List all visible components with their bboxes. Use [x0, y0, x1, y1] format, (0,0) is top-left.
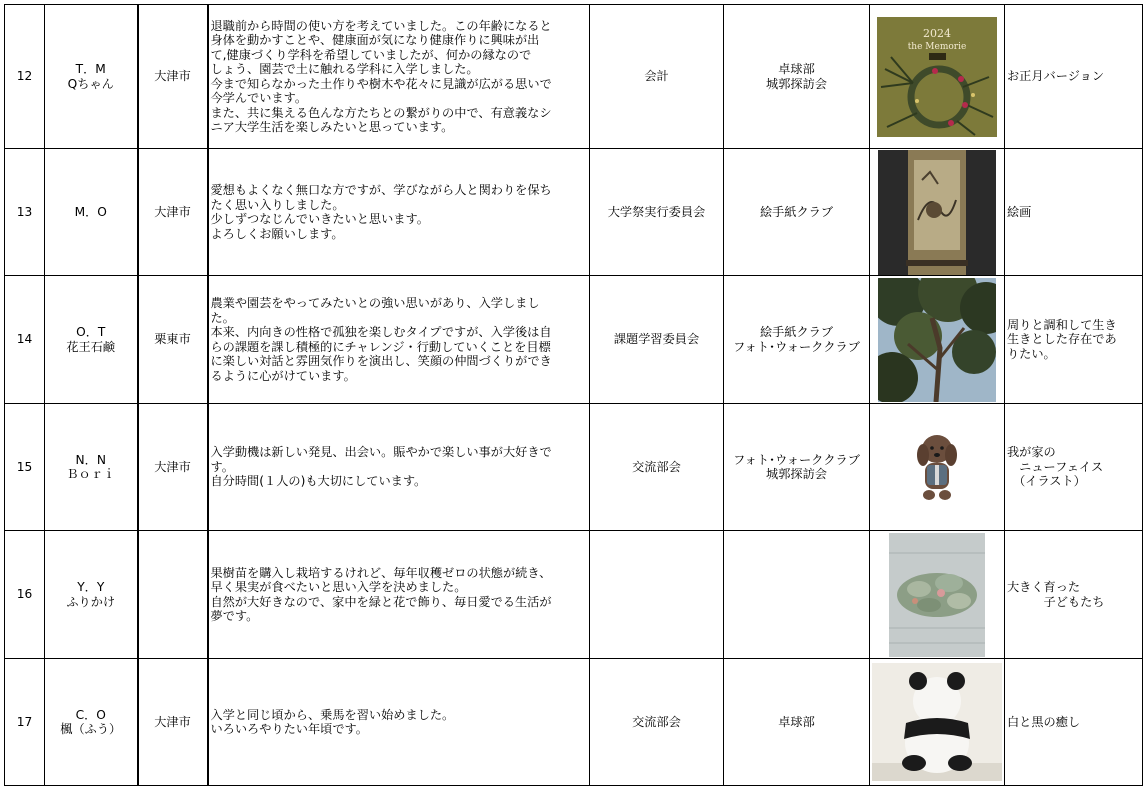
member-nickname: 楓（ふう） [60, 722, 122, 736]
member-name-cell [45, 5, 138, 149]
image-caption: 我が家の ニューフェイス （イラスト） [1005, 404, 1143, 531]
member-city: 大津市 [138, 404, 208, 531]
member-city: 栗東市 [138, 276, 208, 404]
member-image-cell [870, 276, 1005, 404]
member-intro-text: 退職前から時間の使い方を考えていました。この年齢になると 身体を動かすことや、健康面が気になり健康作りに興味が出 て,健康づくり学科を希望していましたが、何かの縁なので しょう、園芸で土に触れる学科に入学しました。 今まで知らなかった土作りや樹木や花々に見識が広がる思いで 今学んでいます。 また、共に集える色んな方たちとの繋がりの中で、有意義なシ ニア大学生活を楽しみたいと思っています。 [208, 5, 590, 149]
member-initials: C．O [75, 707, 106, 722]
member-intro-table [4, 4, 1143, 786]
member-club: フォト･ウォーククラブ 城郭探訪会 [724, 404, 870, 531]
member-intro-text: 入学動機は新しい発見、出会い。賑やかで楽しい事が大好きで す。 自分時間(１人の)も大切にしています。 [208, 404, 590, 531]
succulents-photo [889, 533, 985, 657]
member-name-cell [45, 276, 138, 404]
member-committee [590, 531, 724, 659]
card-title-text: the Memorie [907, 41, 967, 52]
wreath-card-image [877, 17, 997, 137]
table-row [5, 5, 1143, 149]
member-committee: 交流部会 [590, 404, 724, 531]
member-name-cell [45, 149, 138, 276]
member-initials: Y．Y [77, 580, 105, 594]
member-initials: M．O [74, 204, 107, 219]
member-city: 大津市 [138, 5, 208, 149]
tree-canopy-photo [878, 278, 996, 402]
member-nickname: 花王石鹸 [66, 339, 116, 354]
table-row [5, 531, 1143, 659]
row-number: 12 [5, 5, 45, 149]
member-image-cell [870, 5, 1005, 149]
member-image-cell [870, 659, 1005, 786]
row-number: 13 [5, 149, 45, 276]
dog-illustration-image [907, 427, 967, 507]
member-image-cell [870, 149, 1005, 276]
member-committee: 会計 [590, 5, 724, 149]
panda-plush-photo [872, 663, 1002, 781]
member-nickname: Ｂｏｒｉ [66, 467, 116, 481]
member-initials: O．T [76, 325, 106, 339]
member-nickname: Qちゃん [67, 76, 114, 91]
member-name-cell [45, 659, 138, 786]
member-club: 卓球部 [724, 659, 870, 786]
member-club: 絵手紙クラブ フォト･ウォーククラブ [724, 276, 870, 404]
member-image-cell [870, 531, 1005, 659]
scroll-painting-image [878, 150, 996, 275]
table-row [5, 659, 1143, 786]
member-intro-text: 愛想もよくなく無口な方ですが、学びながら人と関わりを保ち たく思い入りしました。 少しずつなじんでいきたいと思います。 よろしくお願いします。 [208, 149, 590, 276]
member-nickname: ふりかけ [66, 594, 116, 609]
table-row [5, 404, 1143, 531]
member-name-cell [45, 531, 138, 659]
member-city: 大津市 [138, 149, 208, 276]
member-committee: 大学祭実行委員会 [590, 149, 724, 276]
member-intro-text: 農業や園芸をやってみたいとの強い思いがあり、入学しまし た。 本来、内向きの性格で孤独を楽しむタイプですが、入学後は自 らの課題を課し積極的にチャレンジ・行動していくことを目標 に楽しい対話と雰囲気作りを演出し、笑顔の仲間づくりができ るように心がけています。 [208, 276, 590, 404]
member-city [138, 531, 208, 659]
table-row [5, 276, 1143, 404]
member-committee: 課題学習委員会 [590, 276, 724, 404]
image-caption: お正月バージョン [1005, 5, 1143, 149]
member-intro-text: 入学と同じ頃から、乗馬を習い始めました。 いろいろやりたい年頃です。 [208, 659, 590, 786]
row-number: 17 [5, 659, 45, 786]
member-club [724, 531, 870, 659]
member-committee: 交流部会 [590, 659, 724, 786]
member-image-cell [870, 404, 1005, 531]
image-caption: 絵画 [1005, 149, 1143, 276]
member-club: 卓球部 城郭探訪会 [724, 5, 870, 149]
image-caption: 大きく育った 子どもたち [1005, 531, 1143, 659]
member-initials: T．M [75, 62, 106, 76]
image-caption: 白と黒の癒し [1005, 659, 1143, 786]
member-initials: N．N [75, 452, 106, 467]
card-year-text: 2024 [923, 26, 951, 40]
member-intro-text: 果樹苗を購入し栽培するけれど、毎年収穫ゼロの状態が続き、 早く果実が食べたいと思い入学を決めました。 自然が大好きなので、家中を緑と花で飾り、毎日愛でる生活が 夢です。 [208, 531, 590, 659]
row-number: 16 [5, 531, 45, 659]
image-caption: 周りと調和して生き 生きとした存在であ りたい。 [1005, 276, 1143, 404]
member-club: 絵手紙クラブ [724, 149, 870, 276]
member-name-cell [45, 404, 138, 531]
table-row [5, 149, 1143, 276]
row-number: 15 [5, 404, 45, 531]
row-number: 14 [5, 276, 45, 404]
member-city: 大津市 [138, 659, 208, 786]
